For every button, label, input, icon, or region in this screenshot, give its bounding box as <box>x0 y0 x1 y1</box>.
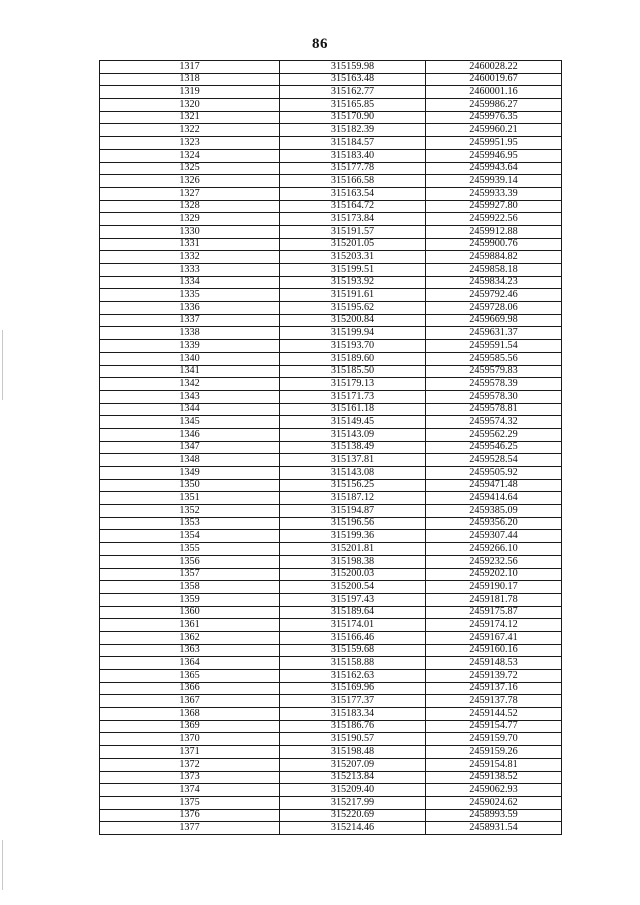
coordinate-table-body <box>100 61 562 835</box>
x-coordinate-cell: 315191.57 <box>280 225 426 238</box>
table-row <box>100 809 562 822</box>
point-number-cell: 1331 <box>100 238 280 251</box>
y-coordinate-cell: 2459414.64 <box>426 492 562 505</box>
x-coordinate-cell: 315187.12 <box>280 492 426 505</box>
point-number-cell: 1327 <box>100 187 280 200</box>
table-row <box>100 467 562 480</box>
y-coordinate-cell: 2459505.92 <box>426 467 562 480</box>
table-row <box>100 264 562 277</box>
y-coordinate-cell: 2460028.22 <box>426 61 562 74</box>
y-coordinate-cell: 2459728.06 <box>426 302 562 315</box>
point-number-cell: 1317 <box>100 61 280 74</box>
table-row <box>100 784 562 797</box>
x-coordinate-cell: 315200.03 <box>280 568 426 581</box>
table-row <box>100 657 562 670</box>
x-coordinate-cell: 315165.85 <box>280 99 426 112</box>
y-coordinate-cell: 2460019.67 <box>426 73 562 86</box>
y-coordinate-cell: 2459160.16 <box>426 644 562 657</box>
y-coordinate-cell: 2458931.54 <box>426 822 562 835</box>
table-row <box>100 555 562 568</box>
y-coordinate-cell: 2459858.18 <box>426 264 562 277</box>
point-number-cell: 1326 <box>100 175 280 188</box>
table-row <box>100 225 562 238</box>
table-row <box>100 416 562 429</box>
x-coordinate-cell: 315184.57 <box>280 137 426 150</box>
y-coordinate-cell: 2459578.81 <box>426 403 562 416</box>
point-number-cell: 1376 <box>100 809 280 822</box>
point-number-cell: 1338 <box>100 327 280 340</box>
x-coordinate-cell: 315183.34 <box>280 708 426 721</box>
point-number-cell: 1347 <box>100 441 280 454</box>
y-coordinate-cell: 2459266.10 <box>426 543 562 556</box>
x-coordinate-cell: 315195.62 <box>280 302 426 315</box>
table-row <box>100 796 562 809</box>
point-number-cell: 1357 <box>100 568 280 581</box>
x-coordinate-cell: 315137.81 <box>280 454 426 467</box>
x-coordinate-cell: 315149.45 <box>280 416 426 429</box>
table-row <box>100 746 562 759</box>
y-coordinate-cell: 2459232.56 <box>426 555 562 568</box>
table-row <box>100 365 562 378</box>
y-coordinate-cell: 2459912.88 <box>426 225 562 238</box>
y-coordinate-cell: 2459960.21 <box>426 124 562 137</box>
point-number-cell: 1371 <box>100 746 280 759</box>
table-row <box>100 441 562 454</box>
x-coordinate-cell: 315138.49 <box>280 441 426 454</box>
table-row <box>100 593 562 606</box>
x-coordinate-cell: 315207.09 <box>280 758 426 771</box>
point-number-cell: 1373 <box>100 771 280 784</box>
point-number-cell: 1334 <box>100 276 280 289</box>
point-number-cell: 1369 <box>100 720 280 733</box>
x-coordinate-cell: 315170.90 <box>280 111 426 124</box>
point-number-cell: 1362 <box>100 631 280 644</box>
point-number-cell: 1360 <box>100 606 280 619</box>
y-coordinate-cell: 2459181.78 <box>426 593 562 606</box>
y-coordinate-cell: 2459951.95 <box>426 137 562 150</box>
x-coordinate-cell: 315198.38 <box>280 555 426 568</box>
y-coordinate-cell: 2459585.56 <box>426 352 562 365</box>
point-number-cell: 1370 <box>100 733 280 746</box>
y-coordinate-cell: 2459834.23 <box>426 276 562 289</box>
table-row <box>100 162 562 175</box>
table-row <box>100 137 562 150</box>
point-number-cell: 1364 <box>100 657 280 670</box>
y-coordinate-cell: 2459137.16 <box>426 682 562 695</box>
x-coordinate-cell: 315198.48 <box>280 746 426 759</box>
point-number-cell: 1368 <box>100 708 280 721</box>
y-coordinate-cell: 2459154.81 <box>426 758 562 771</box>
table-row <box>100 213 562 226</box>
table-row <box>100 327 562 340</box>
table-row <box>100 428 562 441</box>
y-coordinate-cell: 2459154.77 <box>426 720 562 733</box>
point-number-cell: 1323 <box>100 137 280 150</box>
x-coordinate-cell: 315158.88 <box>280 657 426 670</box>
table-row <box>100 517 562 530</box>
point-number-cell: 1354 <box>100 530 280 543</box>
x-coordinate-cell: 315193.70 <box>280 340 426 353</box>
y-coordinate-cell: 2459933.39 <box>426 187 562 200</box>
y-coordinate-cell: 2459174.12 <box>426 619 562 632</box>
point-number-cell: 1375 <box>100 796 280 809</box>
x-coordinate-cell: 315179.13 <box>280 378 426 391</box>
table-row <box>100 251 562 264</box>
x-coordinate-cell: 315159.68 <box>280 644 426 657</box>
x-coordinate-cell: 315159.98 <box>280 61 426 74</box>
x-coordinate-cell: 315164.72 <box>280 200 426 213</box>
table-row <box>100 340 562 353</box>
table-row <box>100 670 562 683</box>
table-row <box>100 631 562 644</box>
table-row <box>100 771 562 784</box>
table-row <box>100 99 562 112</box>
table-row <box>100 276 562 289</box>
table-row <box>100 530 562 543</box>
x-coordinate-cell: 315161.18 <box>280 403 426 416</box>
table-row <box>100 454 562 467</box>
table-row <box>100 73 562 86</box>
table-row <box>100 758 562 771</box>
point-number-cell: 1367 <box>100 695 280 708</box>
point-number-cell: 1372 <box>100 758 280 771</box>
point-number-cell: 1329 <box>100 213 280 226</box>
table-row <box>100 695 562 708</box>
table-row <box>100 352 562 365</box>
table-row <box>100 187 562 200</box>
x-coordinate-cell: 315199.36 <box>280 530 426 543</box>
page-number: 86 <box>312 36 328 52</box>
y-coordinate-cell: 2459471.48 <box>426 479 562 492</box>
table-row <box>100 238 562 251</box>
y-coordinate-cell: 2459307.44 <box>426 530 562 543</box>
x-coordinate-cell: 315217.99 <box>280 796 426 809</box>
y-coordinate-cell: 2459546.25 <box>426 441 562 454</box>
y-coordinate-cell: 2459976.35 <box>426 111 562 124</box>
x-coordinate-cell: 315196.56 <box>280 517 426 530</box>
y-coordinate-cell: 2459024.62 <box>426 796 562 809</box>
x-coordinate-cell: 315171.73 <box>280 390 426 403</box>
y-coordinate-cell: 2459202.10 <box>426 568 562 581</box>
table-row <box>100 390 562 403</box>
x-coordinate-cell: 315186.76 <box>280 720 426 733</box>
x-coordinate-cell: 315143.08 <box>280 467 426 480</box>
point-number-cell: 1336 <box>100 302 280 315</box>
x-coordinate-cell: 315191.61 <box>280 289 426 302</box>
x-coordinate-cell: 315162.77 <box>280 86 426 99</box>
table-row <box>100 708 562 721</box>
point-number-cell: 1328 <box>100 200 280 213</box>
x-coordinate-cell: 315201.05 <box>280 238 426 251</box>
table-row <box>100 505 562 518</box>
point-number-cell: 1333 <box>100 264 280 277</box>
y-coordinate-cell: 2459900.76 <box>426 238 562 251</box>
point-number-cell: 1353 <box>100 517 280 530</box>
y-coordinate-cell: 2459579.83 <box>426 365 562 378</box>
x-coordinate-cell: 315193.92 <box>280 276 426 289</box>
point-number-cell: 1339 <box>100 340 280 353</box>
table-row <box>100 124 562 137</box>
x-coordinate-cell: 315214.46 <box>280 822 426 835</box>
point-number-cell: 1356 <box>100 555 280 568</box>
y-coordinate-cell: 2459175.87 <box>426 606 562 619</box>
x-coordinate-cell: 315162.63 <box>280 670 426 683</box>
x-coordinate-cell: 315177.37 <box>280 695 426 708</box>
y-coordinate-cell: 2459385.09 <box>426 505 562 518</box>
y-coordinate-cell: 2459062.93 <box>426 784 562 797</box>
table-row <box>100 733 562 746</box>
point-number-cell: 1318 <box>100 73 280 86</box>
x-coordinate-cell: 315200.84 <box>280 314 426 327</box>
x-coordinate-cell: 315177.78 <box>280 162 426 175</box>
point-number-cell: 1346 <box>100 428 280 441</box>
point-number-cell: 1321 <box>100 111 280 124</box>
y-coordinate-cell: 2459922.56 <box>426 213 562 226</box>
y-coordinate-cell: 2459139.72 <box>426 670 562 683</box>
point-number-cell: 1325 <box>100 162 280 175</box>
table-row <box>100 302 562 315</box>
y-coordinate-cell: 2459159.70 <box>426 733 562 746</box>
point-number-cell: 1343 <box>100 390 280 403</box>
point-number-cell: 1355 <box>100 543 280 556</box>
x-coordinate-cell: 315201.81 <box>280 543 426 556</box>
y-coordinate-cell: 2459190.17 <box>426 581 562 594</box>
y-coordinate-cell: 2459939.14 <box>426 175 562 188</box>
point-number-cell: 1351 <box>100 492 280 505</box>
table-row <box>100 644 562 657</box>
point-number-cell: 1377 <box>100 822 280 835</box>
x-coordinate-cell: 315143.09 <box>280 428 426 441</box>
point-number-cell: 1320 <box>100 99 280 112</box>
point-number-cell: 1340 <box>100 352 280 365</box>
x-coordinate-cell: 315174.01 <box>280 619 426 632</box>
x-coordinate-cell: 315183.40 <box>280 149 426 162</box>
y-coordinate-cell: 2458993.59 <box>426 809 562 822</box>
point-number-cell: 1359 <box>100 593 280 606</box>
y-coordinate-cell: 2459578.39 <box>426 378 562 391</box>
table-row <box>100 822 562 835</box>
point-number-cell: 1322 <box>100 124 280 137</box>
y-coordinate-cell: 2459144.52 <box>426 708 562 721</box>
y-coordinate-cell: 2459159.26 <box>426 746 562 759</box>
coordinate-table <box>99 60 562 835</box>
x-coordinate-cell: 315166.58 <box>280 175 426 188</box>
point-number-cell: 1363 <box>100 644 280 657</box>
y-coordinate-cell: 2459138.52 <box>426 771 562 784</box>
x-coordinate-cell: 315197.43 <box>280 593 426 606</box>
point-number-cell: 1366 <box>100 682 280 695</box>
point-number-cell: 1349 <box>100 467 280 480</box>
x-coordinate-cell: 315189.64 <box>280 606 426 619</box>
x-coordinate-cell: 315199.94 <box>280 327 426 340</box>
x-coordinate-cell: 315190.57 <box>280 733 426 746</box>
x-coordinate-cell: 315203.31 <box>280 251 426 264</box>
x-coordinate-cell: 315166.46 <box>280 631 426 644</box>
table-row <box>100 61 562 74</box>
point-number-cell: 1361 <box>100 619 280 632</box>
point-number-cell: 1319 <box>100 86 280 99</box>
x-coordinate-cell: 315163.54 <box>280 187 426 200</box>
point-number-cell: 1335 <box>100 289 280 302</box>
y-coordinate-cell: 2459578.30 <box>426 390 562 403</box>
y-coordinate-cell: 2459631.37 <box>426 327 562 340</box>
scan-margin-mark <box>2 840 3 890</box>
table-row <box>100 378 562 391</box>
x-coordinate-cell: 315200.54 <box>280 581 426 594</box>
point-number-cell: 1337 <box>100 314 280 327</box>
x-coordinate-cell: 315182.39 <box>280 124 426 137</box>
y-coordinate-cell: 2459792.46 <box>426 289 562 302</box>
table-row <box>100 149 562 162</box>
y-coordinate-cell: 2459591.54 <box>426 340 562 353</box>
point-number-cell: 1324 <box>100 149 280 162</box>
point-number-cell: 1350 <box>100 479 280 492</box>
point-number-cell: 1332 <box>100 251 280 264</box>
point-number-cell: 1374 <box>100 784 280 797</box>
x-coordinate-cell: 315194.87 <box>280 505 426 518</box>
point-number-cell: 1341 <box>100 365 280 378</box>
x-coordinate-cell: 315199.51 <box>280 264 426 277</box>
y-coordinate-cell: 2459669.98 <box>426 314 562 327</box>
x-coordinate-cell: 315156.25 <box>280 479 426 492</box>
table-row <box>100 568 562 581</box>
x-coordinate-cell: 315189.60 <box>280 352 426 365</box>
y-coordinate-cell: 2459986.27 <box>426 99 562 112</box>
table-row <box>100 606 562 619</box>
x-coordinate-cell: 315163.48 <box>280 73 426 86</box>
point-number-cell: 1345 <box>100 416 280 429</box>
y-coordinate-cell: 2459528.54 <box>426 454 562 467</box>
y-coordinate-cell: 2459356.20 <box>426 517 562 530</box>
y-coordinate-cell: 2459148.53 <box>426 657 562 670</box>
y-coordinate-cell: 2459574.32 <box>426 416 562 429</box>
point-number-cell: 1344 <box>100 403 280 416</box>
y-coordinate-cell: 2459167.41 <box>426 631 562 644</box>
table-row <box>100 479 562 492</box>
table-row <box>100 111 562 124</box>
table-row <box>100 581 562 594</box>
table-row <box>100 86 562 99</box>
point-number-cell: 1348 <box>100 454 280 467</box>
table-row <box>100 619 562 632</box>
point-number-cell: 1352 <box>100 505 280 518</box>
table-row <box>100 200 562 213</box>
x-coordinate-cell: 315213.84 <box>280 771 426 784</box>
y-coordinate-cell: 2459943.64 <box>426 162 562 175</box>
table-row <box>100 314 562 327</box>
point-number-cell: 1358 <box>100 581 280 594</box>
x-coordinate-cell: 315209.40 <box>280 784 426 797</box>
y-coordinate-cell: 2459884.82 <box>426 251 562 264</box>
table-row <box>100 289 562 302</box>
table-row <box>100 682 562 695</box>
point-number-cell: 1365 <box>100 670 280 683</box>
table-row <box>100 403 562 416</box>
table-row <box>100 492 562 505</box>
point-number-cell: 1330 <box>100 225 280 238</box>
x-coordinate-cell: 315169.96 <box>280 682 426 695</box>
y-coordinate-cell: 2459562.29 <box>426 428 562 441</box>
y-coordinate-cell: 2459946.95 <box>426 149 562 162</box>
table-row <box>100 720 562 733</box>
table-row <box>100 543 562 556</box>
y-coordinate-cell: 2459137.78 <box>426 695 562 708</box>
table-row <box>100 175 562 188</box>
y-coordinate-cell: 2459927.80 <box>426 200 562 213</box>
x-coordinate-cell: 315220.69 <box>280 809 426 822</box>
scan-margin-mark <box>2 330 3 400</box>
point-number-cell: 1342 <box>100 378 280 391</box>
x-coordinate-cell: 315185.50 <box>280 365 426 378</box>
y-coordinate-cell: 2460001.16 <box>426 86 562 99</box>
x-coordinate-cell: 315173.84 <box>280 213 426 226</box>
